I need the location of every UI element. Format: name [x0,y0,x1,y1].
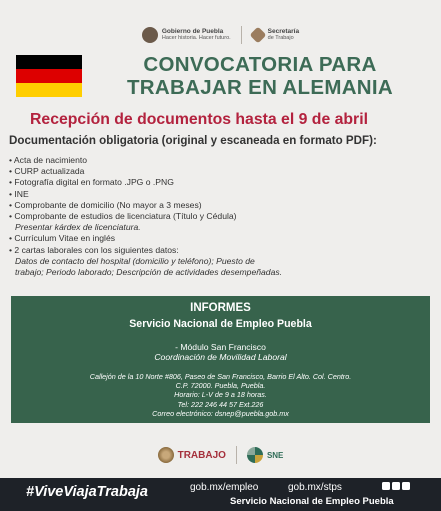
logo-right-sub: de Trabajo [267,35,294,41]
info-heading: INFORMES [190,302,251,314]
address-line: Callejón de la 10 Norte #806, Paseo de San Francisco, Barrio El Alto. Col. Centro. [89,372,352,381]
info-box [11,296,430,423]
requirement-item: • 2 cartas laborales con los siguientes datos: [9,244,179,255]
hashtag: #ViveViajaTrabaja [26,484,148,500]
footer-divider [236,446,237,464]
info-address [11,372,430,418]
sne-emblem-icon [247,447,263,463]
info-subheading: Servicio Nacional de Empleo Puebla [129,318,312,330]
germany-flag-icon [16,55,82,97]
flag-stripe-black [16,55,82,69]
trabajo-label: TRABAJO [177,449,226,461]
reception-deadline: Recepción de documentos hasta el 9 de abril [30,111,368,128]
requirement-note: trabajo; Periodo laborado; Descripción de actividades desempeñadas. [15,267,283,278]
requirement-item: • CURP actualizada [9,166,85,177]
logo-left-sub: Hacer historia. Hacer futuro. [161,35,231,41]
sne-logo [247,447,283,463]
sne-footer-text: Servicio Nacional de Empleo Puebla [230,496,394,507]
logo-right-title: Secretaría [267,27,300,35]
requirement-item: • Fotografía digital en formato .JPG o .PNG [9,177,174,188]
secretaria-trabajo-logo [252,29,299,42]
requirement-note: Presentar kárdex de licenciatura. [15,222,141,233]
flag-stripe-gold [16,83,82,97]
requirements-list [9,155,429,278]
title-line-1: CONVOCATORIA PARA [143,53,377,76]
sne-label: SNE [266,450,284,460]
documents-heading: Documentación obligatoria (original y escaneada en formato PDF): [9,134,377,147]
requirement-item: • Comprobante de domicilio (No mayor a 3 meses) [9,199,202,210]
bottom-bar [0,478,441,511]
trabajo-logo [158,447,226,463]
requirement-item: • Currículum Vitae en inglés [9,233,116,244]
address-line: C.P. 72000. Puebla, Puebla. [175,381,266,391]
puebla-emblem-icon [142,27,158,43]
logo-left-title: Gobierno de Puebla [161,27,224,35]
requirement-item: • INE [9,188,29,199]
requirement-item: • Acta de nacimiento [9,155,88,165]
trabajo-emblem-icon [158,447,174,463]
logo-divider [241,26,242,44]
address-line: Horario: L-V de 9 a 18 horas. [174,390,267,400]
address-line: Tel: 222 246 44 57 Ext.226 [177,399,264,409]
social-icons [382,482,410,490]
facebook-icon[interactable] [382,482,390,490]
page-title [90,53,430,99]
flag-stripe-red [16,69,82,83]
footer-logos [0,438,441,472]
requirement-note: Datos de contacto del hospital (domicilio y teléfono); Puesto de [15,255,255,266]
empleo-link[interactable]: gob.mx/empleo [190,482,259,493]
secretaria-emblem-icon [249,27,266,44]
info-module: - Módulo San Francisco [175,342,266,352]
stps-link[interactable]: gob.mx/stps [288,482,342,493]
email-line: Correo electrónico: dsnep@puebla.gob.mx [152,408,289,418]
title-line-2: TRABAJAR EN ALEMANIA [126,76,394,99]
gobierno-puebla-logo [142,27,231,43]
requirement-item: • Comprobante de estudios de licenciatura (Título y Cédula) [9,211,237,222]
header-logos [0,22,441,48]
twitter-icon[interactable] [392,482,400,490]
instagram-icon[interactable] [402,482,410,490]
info-coordination: Coordinación de Movilidad Laboral [154,352,287,362]
